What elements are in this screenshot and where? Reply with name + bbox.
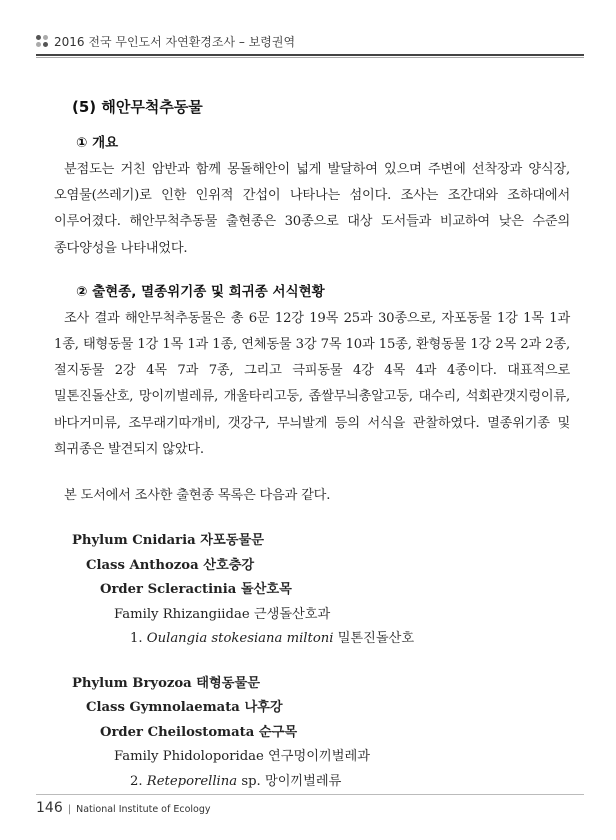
class-row: Class Gymnolaemata 나후강 [86, 700, 283, 716]
footer-org: National Institute of Ecology [76, 804, 211, 815]
species-list [54, 529, 570, 794]
phylum-row: Phylum Bryozoa 태형동물문 [72, 675, 260, 691]
footer-divider [36, 794, 584, 795]
class-row: Class Anthozoa 산호충강 [86, 557, 255, 573]
order-row: Order Cheilostomata 순구목 [100, 724, 298, 740]
species-row: 1. Oulangia stokesiana miltoni 밀톤진돌산호 [130, 631, 415, 647]
occurrence-paragraph: 조사 결과 해안무척추동물은 총 6문 12강 19목 25과 30종으로, 자포동물 1강 1목 1과 1종, 태형동물 1강 1목 1과 1종, 연체동물 3강 7목 10과 15종, 환형동물 1강 2목 2과 2종, 절지동물 2강 4목 7과 7종, 그리고 극피동물 4강 4목 4과 4종이다. 대표적으로 밀톤진돌산호, 망이끼벌레류, 개울타리고둥, 좁쌀무늬총알고둥, 대수리, 석회관갯지렁이류, 바다거미류, 조무래기따개비, 갯강구, 무늬발게 등의 서식을 관찰하였다. 멸종위기종 및 희귀종은 발견되지 않았다. [54, 310, 570, 457]
list-intro: 본 도서에서 조사한 출현종 목록은 다음과 같다. [64, 488, 331, 504]
overview-heading: ① 개요 [76, 135, 119, 151]
family-row: Family Phidoloporidae 연구멍이끼벌레과 [114, 749, 370, 765]
header-divider [36, 54, 584, 56]
header-title: 2016 전국 무인도서 자연환경조사 – 보령권역 [54, 34, 296, 49]
occurrence-heading: ② 출현종, 멸종위기종 및 희귀종 서식현황 [76, 283, 325, 300]
phylum-row: Phylum Cnidaria 자포동물문 [72, 533, 264, 549]
page-footer [36, 800, 211, 816]
running-header [36, 30, 584, 52]
species-row: 2. Reteporellina sp. 망이끼벌레류 [130, 773, 342, 789]
family-row: Family Rhizangiidae 근생돌산호과 [114, 606, 331, 622]
footer-separator: | [67, 804, 72, 815]
order-row: Order Scleractinia 돌산호목 [100, 582, 292, 598]
dots-logo-icon [36, 35, 48, 47]
page-number: 146 [36, 800, 63, 816]
page-content [54, 96, 570, 794]
section-title: (5) 해안무척추동물 [72, 98, 203, 116]
overview-paragraph: 분점도는 거친 암반과 함께 몽돌해안이 넓게 발달하여 있으며 주변에 선착장과 양식장, 오염물(쓰레기)로 인한 인위적 간섭이 나타나는 섬이다. 조사는 조간대와 조하대에서 이루어졌다. 해안무척추동물 출현종은 30종으로 대상 도서들과 비교하여 낮은 수준의 종다양성을 나타내었다. [54, 162, 570, 256]
header-divider-thin [36, 57, 584, 58]
